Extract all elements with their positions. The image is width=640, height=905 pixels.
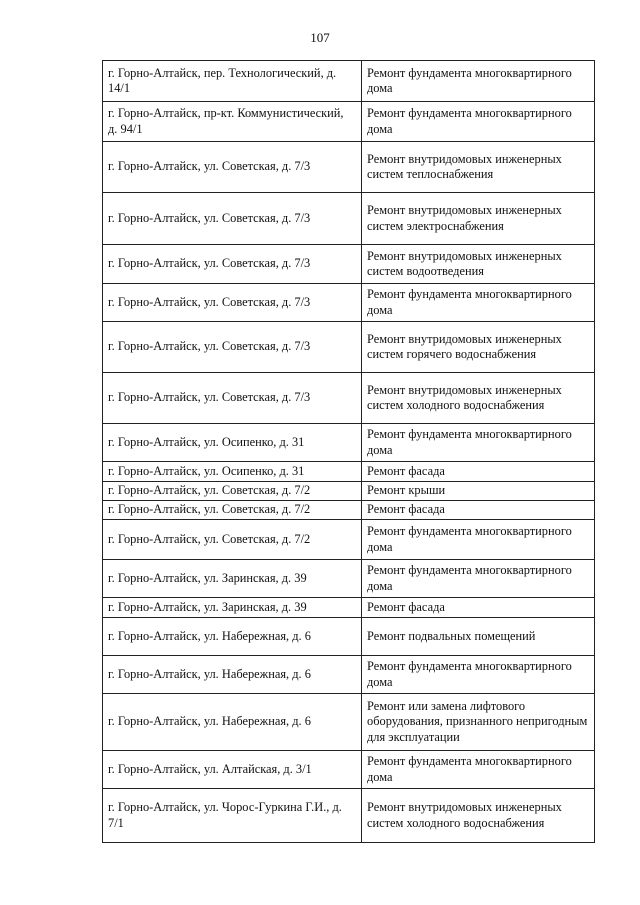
table-row [103, 424, 595, 462]
table-row [103, 462, 595, 482]
table-row [103, 789, 595, 843]
table-row [103, 598, 595, 618]
address-cell: г. Горно-Алтайск, ул. Алтайская, д. 3/1 [103, 751, 362, 789]
work-cell: Ремонт подвальных помещений [362, 618, 595, 656]
address-cell: г. Горно-Алтайск, ул. Советская, д. 7/3 [103, 284, 362, 322]
work-cell: Ремонт фундамента многоквартирного дома [362, 751, 595, 789]
work-cell: Ремонт фасада [362, 462, 595, 482]
work-cell: Ремонт фундамента многоквартирного дома [362, 284, 595, 322]
work-cell: Ремонт фасада [362, 501, 595, 520]
address-cell: г. Горно-Алтайск, ул. Советская, д. 7/3 [103, 142, 362, 193]
table-row [103, 193, 595, 245]
address-cell: г. Горно-Алтайск, пр-кт. Коммунистический, д. 94/1 [103, 102, 362, 142]
address-cell: г. Горно-Алтайск, ул. Советская, д. 7/2 [103, 482, 362, 501]
work-cell: Ремонт внутридомовых инженерных систем холодного водоснабжения [362, 373, 595, 424]
address-cell: г. Горно-Алтайск, ул. Советская, д. 7/3 [103, 245, 362, 284]
work-cell: Ремонт фундамента многоквартирного дома [362, 102, 595, 142]
table-row [103, 618, 595, 656]
table-row [103, 245, 595, 284]
table-row [103, 373, 595, 424]
work-cell: Ремонт фасада [362, 598, 595, 618]
address-cell: г. Горно-Алтайск, ул. Набережная, д. 6 [103, 618, 362, 656]
work-cell: Ремонт или замена лифтового оборудования, признанного непригодным для эксплуатации [362, 694, 595, 751]
address-cell: г. Горно-Алтайск, ул. Чорос-Гуркина Г.И., д. 7/1 [103, 789, 362, 843]
address-cell: г. Горно-Алтайск, пер. Технологический, д. 14/1 [103, 61, 362, 102]
work-cell: Ремонт внутридомовых инженерных систем горячего водоснабжения [362, 322, 595, 373]
work-cell: Ремонт крыши [362, 482, 595, 501]
work-cell: Ремонт внутридомовых инженерных систем водоотведения [362, 245, 595, 284]
address-cell: г. Горно-Алтайск, ул. Советская, д. 7/2 [103, 501, 362, 520]
table-row [103, 482, 595, 501]
table-row [103, 142, 595, 193]
works-table-body [103, 61, 595, 843]
work-cell: Ремонт фундамента многоквартирного дома [362, 656, 595, 694]
work-cell: Ремонт внутридомовых инженерных систем теплоснабжения [362, 142, 595, 193]
address-cell: г. Горно-Алтайск, ул. Осипенко, д. 31 [103, 462, 362, 482]
address-cell: г. Горно-Алтайск, ул. Советская, д. 7/3 [103, 373, 362, 424]
address-cell: г. Горно-Алтайск, ул. Набережная, д. 6 [103, 694, 362, 751]
table-row [103, 501, 595, 520]
table-row [103, 751, 595, 789]
work-cell: Ремонт фундамента многоквартирного дома [362, 61, 595, 102]
table-row [103, 656, 595, 694]
address-cell: г. Горно-Алтайск, ул. Осипенко, д. 31 [103, 424, 362, 462]
table-row [103, 284, 595, 322]
work-cell: Ремонт внутридомовых инженерных систем электроснабжения [362, 193, 595, 245]
address-cell: г. Горно-Алтайск, ул. Советская, д. 7/3 [103, 322, 362, 373]
work-cell: Ремонт фундамента многоквартирного дома [362, 520, 595, 560]
address-cell: г. Горно-Алтайск, ул. Советская, д. 7/2 [103, 520, 362, 560]
table-row [103, 61, 595, 102]
work-cell: Ремонт фундамента многоквартирного дома [362, 424, 595, 462]
page-number: 107 [310, 30, 330, 45]
address-cell: г. Горно-Алтайск, ул. Заринская, д. 39 [103, 598, 362, 618]
address-cell: г. Горно-Алтайск, ул. Заринская, д. 39 [103, 560, 362, 598]
table-row [103, 560, 595, 598]
works-table [102, 60, 595, 843]
address-cell: г. Горно-Алтайск, ул. Советская, д. 7/3 [103, 193, 362, 245]
table-row [103, 520, 595, 560]
address-cell: г. Горно-Алтайск, ул. Набережная, д. 6 [103, 656, 362, 694]
work-cell: Ремонт внутридомовых инженерных систем холодного водоснабжения [362, 789, 595, 843]
table-row [103, 322, 595, 373]
table-row [103, 102, 595, 142]
table-row [103, 694, 595, 751]
work-cell: Ремонт фундамента многоквартирного дома [362, 560, 595, 598]
